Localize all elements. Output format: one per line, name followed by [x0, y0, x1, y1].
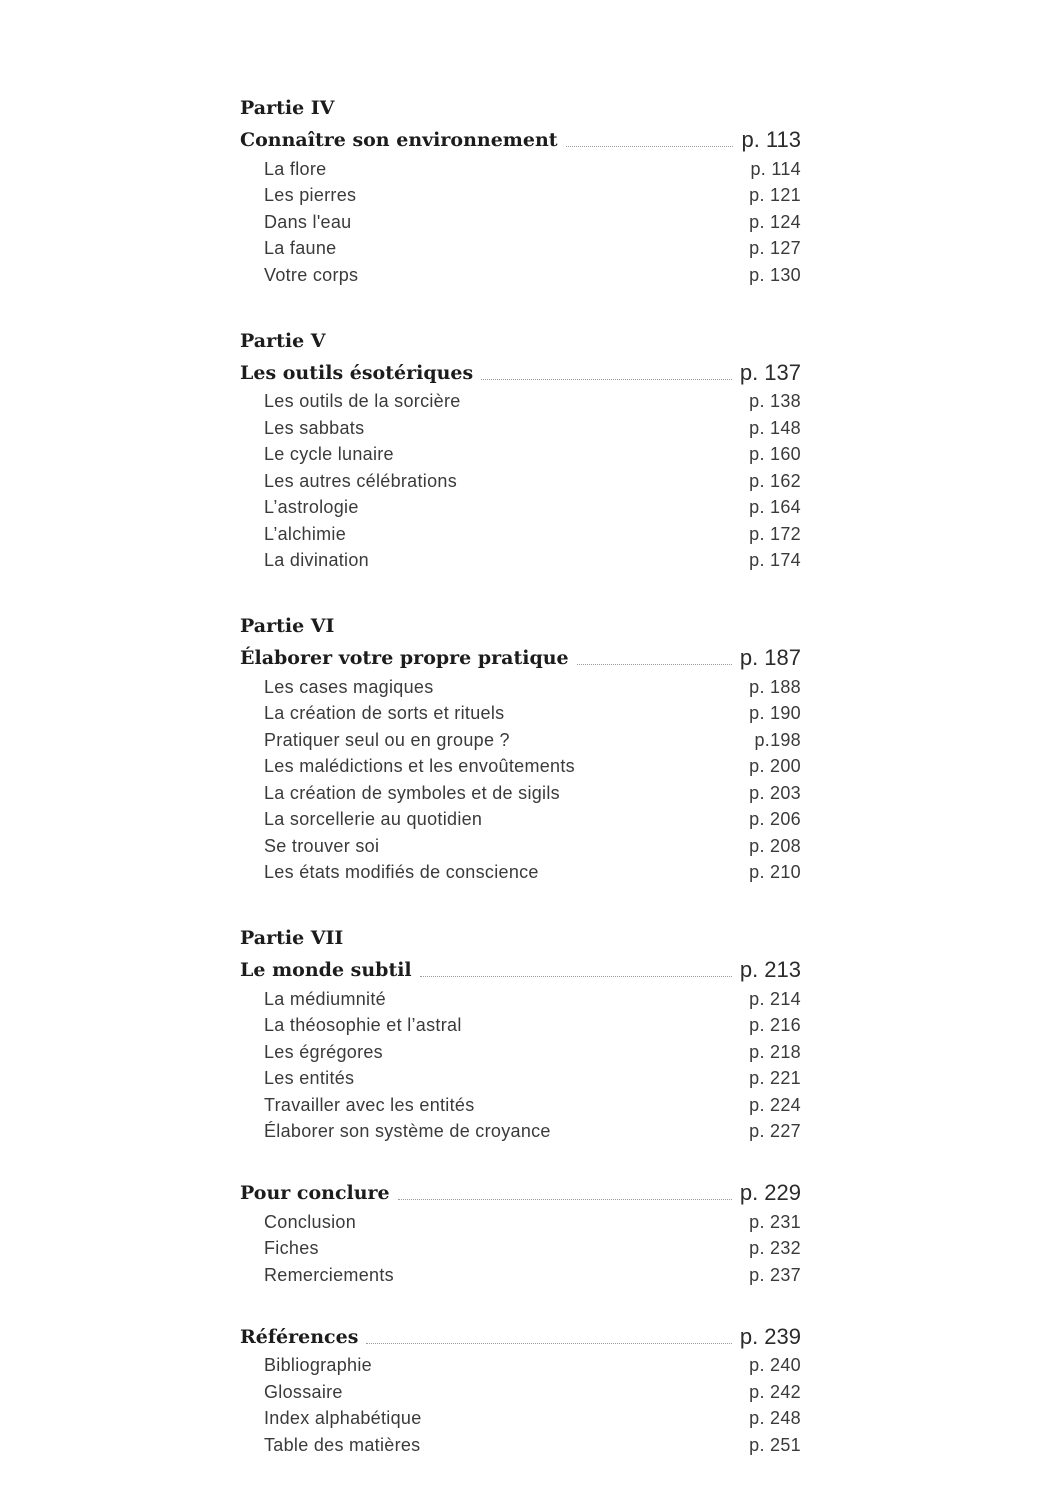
toc-entry[interactable]	[240, 1013, 801, 1040]
entry-title: Se trouver soi	[264, 835, 380, 856]
section-page-number: p. 213	[739, 957, 801, 982]
part-label: Partie V	[240, 329, 326, 352]
entry-list	[240, 1209, 801, 1289]
entry-page-number: p. 242	[749, 1381, 801, 1402]
entry-page-number: p. 127	[749, 238, 801, 259]
dot-leader	[398, 1198, 732, 1200]
toc-entry[interactable]	[240, 674, 801, 701]
toc-entry[interactable]	[240, 236, 801, 263]
section-heading[interactable]	[240, 640, 801, 674]
toc-section	[240, 924, 801, 1145]
entry-title: La médiumnité	[264, 988, 386, 1009]
entry-page-number: p. 214	[749, 988, 801, 1009]
entry-page-number: p. 216	[749, 1015, 801, 1036]
entry-page-number: p. 218	[749, 1041, 801, 1062]
entry-title: La faune	[264, 238, 337, 259]
entry-title: La sorcellerie au quotidien	[264, 809, 483, 830]
entry-title: Les cases magiques	[264, 676, 434, 697]
toc-entry[interactable]	[240, 754, 801, 781]
entry-page-number: p. 224	[749, 1094, 801, 1115]
part-label: Partie VI	[240, 615, 335, 637]
entry-page-number: p. 148	[749, 417, 801, 438]
entry-page-number: p. 227	[749, 1121, 801, 1142]
toc-entry[interactable]	[240, 495, 801, 522]
section-page-number: p. 229	[739, 1180, 801, 1205]
entry-page-number: p. 240	[749, 1355, 801, 1376]
toc-section	[240, 327, 801, 575]
entry-page-number: p.198	[754, 729, 801, 750]
entry-title: Votre corps	[264, 264, 359, 285]
toc-section	[240, 1319, 801, 1459]
entry-title: La théosophie et l’astral	[264, 1015, 462, 1036]
toc-section	[240, 1175, 801, 1289]
entry-page-number: p. 203	[749, 782, 801, 803]
entry-page-number: p. 121	[749, 185, 801, 206]
entry-title: Les malédictions et les envoûtements	[264, 756, 575, 777]
entry-page-number: p. 210	[749, 862, 801, 883]
entry-title: L’astrologie	[264, 497, 359, 518]
toc-entry[interactable]	[240, 262, 801, 289]
entry-title: Remerciements	[264, 1264, 394, 1285]
toc-entry[interactable]	[240, 1119, 801, 1146]
toc-entry[interactable]	[240, 807, 801, 834]
entry-title: Les égrégores	[264, 1041, 383, 1062]
toc-entry[interactable]	[240, 548, 801, 575]
entry-title: Table des matières	[264, 1434, 421, 1455]
entry-title: La création de sorts et rituels	[264, 703, 505, 724]
section-heading[interactable]	[240, 952, 801, 986]
dot-leader	[481, 378, 732, 380]
toc-entry[interactable]	[240, 1262, 801, 1289]
entry-page-number: p. 162	[749, 470, 801, 491]
section-page-number: p. 187	[739, 645, 801, 670]
section-heading[interactable]	[240, 1319, 801, 1353]
entry-list	[240, 674, 801, 886]
toc-entry[interactable]	[240, 701, 801, 728]
entry-list	[240, 986, 801, 1145]
toc-entry[interactable]	[240, 1379, 801, 1406]
entry-title: Les outils de la sorcière	[264, 391, 461, 412]
table-of-contents	[240, 94, 801, 1497]
toc-section	[240, 612, 801, 886]
toc-entry[interactable]	[240, 1039, 801, 1066]
toc-entry[interactable]	[240, 389, 801, 416]
entry-list	[240, 389, 801, 575]
entry-page-number: p. 188	[749, 676, 801, 697]
entry-list	[240, 156, 801, 289]
entry-title: Bibliographie	[264, 1355, 372, 1376]
entry-title: Glossaire	[264, 1381, 343, 1402]
entry-page-number: p. 172	[749, 523, 801, 544]
entry-title: Pratiquer seul ou en groupe ?	[264, 729, 510, 750]
section-heading[interactable]	[240, 1175, 801, 1209]
entry-title: Élaborer son système de croyance	[264, 1121, 551, 1142]
section-page-number: p. 113	[741, 127, 801, 152]
entry-page-number: p. 130	[749, 264, 801, 285]
entry-page-number: p. 221	[749, 1068, 801, 1089]
dot-leader	[366, 1342, 731, 1344]
entry-page-number: p. 124	[749, 211, 801, 232]
entry-title: Le cycle lunaire	[264, 444, 394, 465]
dot-leader	[566, 145, 734, 147]
part-label: Partie IV	[240, 97, 335, 119]
section-heading[interactable]	[240, 122, 801, 156]
entry-title: Les pierres	[264, 185, 357, 206]
toc-entry[interactable]	[240, 442, 801, 469]
section-title: Pour conclure	[240, 1182, 390, 1204]
entry-page-number: p. 206	[749, 809, 801, 830]
entry-title: Dans l'eau	[264, 211, 352, 232]
entry-list	[240, 1353, 801, 1459]
toc-entry[interactable]	[240, 183, 801, 210]
section-title: Le monde subtil	[240, 959, 412, 981]
section-title: Références	[240, 1325, 359, 1348]
toc-entry[interactable]	[240, 1432, 801, 1459]
toc-entry[interactable]	[240, 209, 801, 236]
entry-title: La flore	[264, 158, 327, 179]
entry-page-number: p. 231	[749, 1211, 801, 1232]
toc-entry[interactable]	[240, 780, 801, 807]
toc-entry[interactable]	[240, 1353, 801, 1380]
entry-title: La création de symboles et de sigils	[264, 782, 560, 803]
entry-page-number: p. 232	[749, 1238, 801, 1259]
entry-title: Fiches	[264, 1238, 319, 1259]
toc-entry[interactable]	[240, 468, 801, 495]
section-page-number: p. 137	[739, 359, 801, 385]
section-heading[interactable]	[240, 355, 801, 389]
part-label: Partie VII	[240, 927, 344, 949]
section-title: Connaître son environnement	[240, 129, 558, 151]
entry-title: Index alphabétique	[264, 1408, 422, 1429]
entry-title: L’alchimie	[264, 523, 347, 544]
dot-leader	[577, 663, 732, 665]
entry-title: Travailler avec les entités	[264, 1094, 475, 1115]
entry-page-number: p. 237	[749, 1264, 801, 1285]
entry-page-number: p. 160	[749, 444, 801, 465]
entry-title: Les entités	[264, 1068, 355, 1089]
section-title: Les outils ésotériques	[240, 361, 474, 384]
section-title: Élaborer votre propre pratique	[240, 647, 569, 669]
toc-entry[interactable]	[240, 1406, 801, 1433]
entry-page-number: p. 208	[749, 835, 801, 856]
toc-entry[interactable]	[240, 521, 801, 548]
toc-entry[interactable]	[240, 833, 801, 860]
entry-page-number: p. 248	[749, 1408, 801, 1429]
section-page-number: p. 239	[739, 1323, 801, 1349]
toc-entry[interactable]	[240, 1209, 801, 1236]
toc-entry[interactable]	[240, 1066, 801, 1093]
entry-page-number: p. 174	[749, 550, 801, 571]
toc-entry[interactable]	[240, 1236, 801, 1263]
toc-entry[interactable]	[240, 986, 801, 1013]
entry-page-number: p. 164	[749, 497, 801, 518]
entry-title: Conclusion	[264, 1211, 357, 1232]
entry-page-number: p. 138	[749, 391, 801, 412]
toc-entry[interactable]	[240, 860, 801, 887]
entry-title: Les autres célébrations	[264, 470, 458, 491]
toc-entry[interactable]	[240, 156, 801, 183]
entry-page-number: p. 251	[749, 1434, 801, 1455]
entry-title: Les états modifiés de conscience	[264, 862, 539, 883]
entry-title: Les sabbats	[264, 417, 365, 438]
dot-leader	[420, 975, 732, 977]
toc-entry[interactable]	[240, 727, 801, 754]
toc-entry[interactable]	[240, 1092, 801, 1119]
entry-page-number: p. 114	[750, 158, 801, 179]
toc-entry[interactable]	[240, 415, 801, 442]
entry-page-number: p. 200	[749, 756, 801, 777]
entry-title: La divination	[264, 550, 369, 571]
toc-section	[240, 94, 801, 289]
entry-page-number: p. 190	[749, 703, 801, 724]
